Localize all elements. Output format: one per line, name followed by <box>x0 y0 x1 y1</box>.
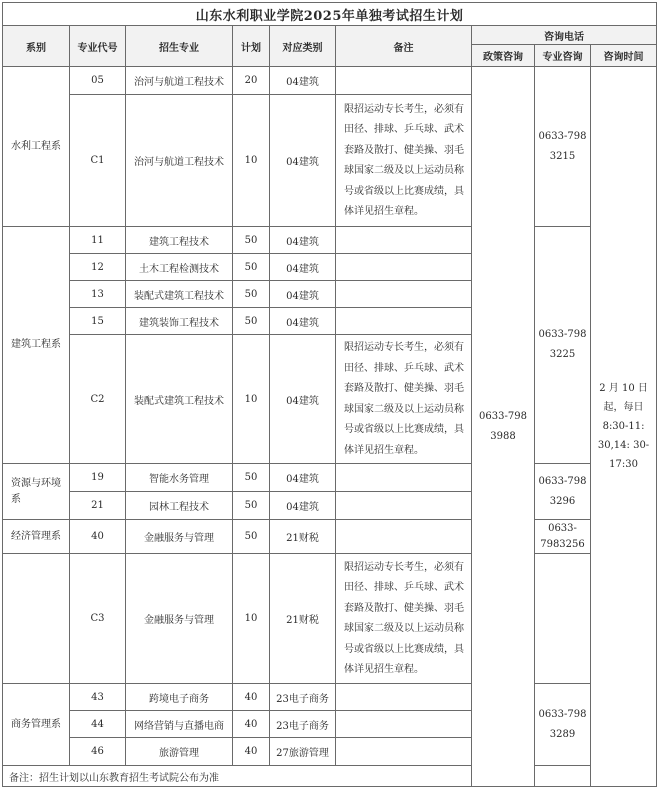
major-cell: 网络营销与直播电商 <box>126 711 233 738</box>
category-cell: 27旅游管理 <box>270 738 336 766</box>
header-major: 招生专业 <box>126 26 233 67</box>
code-cell: 44 <box>70 711 126 738</box>
code-cell: 21 <box>70 492 126 520</box>
header-consult-phone: 咨询电话 <box>472 26 657 45</box>
plan-cell: 20 <box>233 67 270 95</box>
major-phone-cell: 0633-798 3215 <box>535 67 591 227</box>
category-cell: 04建筑 <box>270 95 336 227</box>
major-cell: 金融服务与管理 <box>126 554 233 684</box>
plan-cell: 50 <box>233 254 270 281</box>
remark-cell: 限招运动专长考生，必须有田径、排球、乒乓球、武术套路及散打、健美操、羽毛球国家二级及以上运动员称号或省级以上比赛成绩，具体详见招生章程。 <box>336 554 472 684</box>
department-cell <box>3 554 70 684</box>
footnote: 备注：招生计划以山东教育招生考试院公布为准 <box>3 766 657 787</box>
category-cell: 04建筑 <box>270 335 336 464</box>
remark-cell <box>336 738 472 766</box>
category-cell: 21财税 <box>270 520 336 554</box>
remark-cell <box>336 67 472 95</box>
major-phone-cell <box>535 554 591 684</box>
major-cell: 土木工程检测技术 <box>126 254 233 281</box>
remark-cell <box>336 281 472 308</box>
major-cell: 装配式建筑工程技术 <box>126 281 233 308</box>
plan-cell: 40 <box>233 684 270 711</box>
plan-cell: 50 <box>233 464 270 492</box>
plan-cell: 40 <box>233 711 270 738</box>
major-cell: 园林工程技术 <box>126 492 233 520</box>
remark-cell <box>336 254 472 281</box>
table-row <box>3 684 657 711</box>
header-policy-consult: 政策咨询 <box>472 45 535 67</box>
major-cell: 治河与航道工程技术 <box>126 95 233 227</box>
category-cell: 04建筑 <box>270 308 336 335</box>
code-cell: 40 <box>70 520 126 554</box>
code-cell: 19 <box>70 464 126 492</box>
category-cell: 04建筑 <box>270 281 336 308</box>
major-phone-cell: 0633-798 3289 <box>535 684 591 766</box>
header-major-consult: 专业咨询 <box>535 45 591 67</box>
remark-cell <box>336 308 472 335</box>
plan-cell: 40 <box>233 738 270 766</box>
code-cell: 43 <box>70 684 126 711</box>
remark-cell <box>336 711 472 738</box>
major-cell: 智能水务管理 <box>126 464 233 492</box>
consult-time-cell: 2 月 10 日 起，每日 8:30-11: 30,14: 30-17:30 <box>591 67 657 787</box>
department-cell: 资源与环境系 <box>3 464 70 520</box>
category-cell: 04建筑 <box>270 492 336 520</box>
major-phone-cell: 0633-798 3296 <box>535 464 591 520</box>
code-cell: C1 <box>70 95 126 227</box>
plan-cell: 10 <box>233 554 270 684</box>
plan-cell: 10 <box>233 335 270 464</box>
code-cell: 46 <box>70 738 126 766</box>
department-cell: 水利工程系 <box>3 67 70 227</box>
major-cell: 装配式建筑工程技术 <box>126 335 233 464</box>
header-category: 对应类别 <box>270 26 336 67</box>
department-cell: 商务管理系 <box>3 684 70 766</box>
plan-cell: 50 <box>233 281 270 308</box>
admission-plan-sheet <box>2 2 657 787</box>
remark-cell: 限招运动专长考生，必须有田径、排球、乒乓球、武术套路及散打、健美操、羽毛球国家二级及以上运动员称号或省级以上比赛成绩，具体详见招生章程。 <box>336 95 472 227</box>
table-row <box>3 554 657 684</box>
major-phone-cell: 0633-798 3225 <box>535 227 591 464</box>
table-row <box>3 227 657 254</box>
code-cell: C3 <box>70 554 126 684</box>
code-cell: C2 <box>70 335 126 464</box>
table-row <box>3 520 657 554</box>
major-cell: 金融服务与管理 <box>126 520 233 554</box>
major-cell: 跨境电子商务 <box>126 684 233 711</box>
major-cell: 建筑工程技术 <box>126 227 233 254</box>
plan-cell: 50 <box>233 520 270 554</box>
plan-cell: 50 <box>233 492 270 520</box>
major-phone-cell: 0633- 7983256 <box>535 520 591 554</box>
major-cell: 建筑装饰工程技术 <box>126 308 233 335</box>
code-cell: 12 <box>70 254 126 281</box>
category-cell: 04建筑 <box>270 254 336 281</box>
category-cell: 04建筑 <box>270 67 336 95</box>
remark-cell <box>336 684 472 711</box>
remark-cell <box>336 464 472 492</box>
header-plan: 计划 <box>233 26 270 67</box>
plan-cell: 50 <box>233 227 270 254</box>
title-row <box>3 3 657 26</box>
policy-phone-cell: 0633-798 3988 <box>472 67 535 787</box>
category-cell: 04建筑 <box>270 227 336 254</box>
category-cell: 21财税 <box>270 554 336 684</box>
header-code: 专业代号 <box>70 26 126 67</box>
code-cell: 11 <box>70 227 126 254</box>
table-row <box>3 464 657 492</box>
header-row-1 <box>3 26 657 45</box>
category-cell: 23电子商务 <box>270 711 336 738</box>
page-title: 山东水利职业学院2025年单独考试招生计划 <box>3 3 657 26</box>
admission-plan-table <box>2 2 657 787</box>
plan-cell: 10 <box>233 95 270 227</box>
major-cell: 旅游管理 <box>126 738 233 766</box>
department-cell: 建筑工程系 <box>3 227 70 464</box>
category-cell: 04建筑 <box>270 464 336 492</box>
code-cell: 15 <box>70 308 126 335</box>
code-cell: 13 <box>70 281 126 308</box>
header-remark: 备注 <box>336 26 472 67</box>
remark-cell <box>336 227 472 254</box>
table-row <box>3 67 657 95</box>
category-cell: 23电子商务 <box>270 684 336 711</box>
code-cell: 05 <box>70 67 126 95</box>
department-cell: 经济管理系 <box>3 520 70 554</box>
remark-cell <box>336 520 472 554</box>
remark-cell <box>336 492 472 520</box>
major-cell: 治河与航道工程技术 <box>126 67 233 95</box>
footnote-row <box>3 766 657 787</box>
remark-cell: 限招运动专长考生，必须有田径、排球、乒乓球、武术套路及散打、健美操、羽毛球国家二级及以上运动员称号或省级以上比赛成绩，具体详见招生章程。 <box>336 335 472 464</box>
plan-cell: 50 <box>233 308 270 335</box>
header-department: 系别 <box>3 26 70 67</box>
header-consult-time: 咨询时间 <box>591 45 657 67</box>
